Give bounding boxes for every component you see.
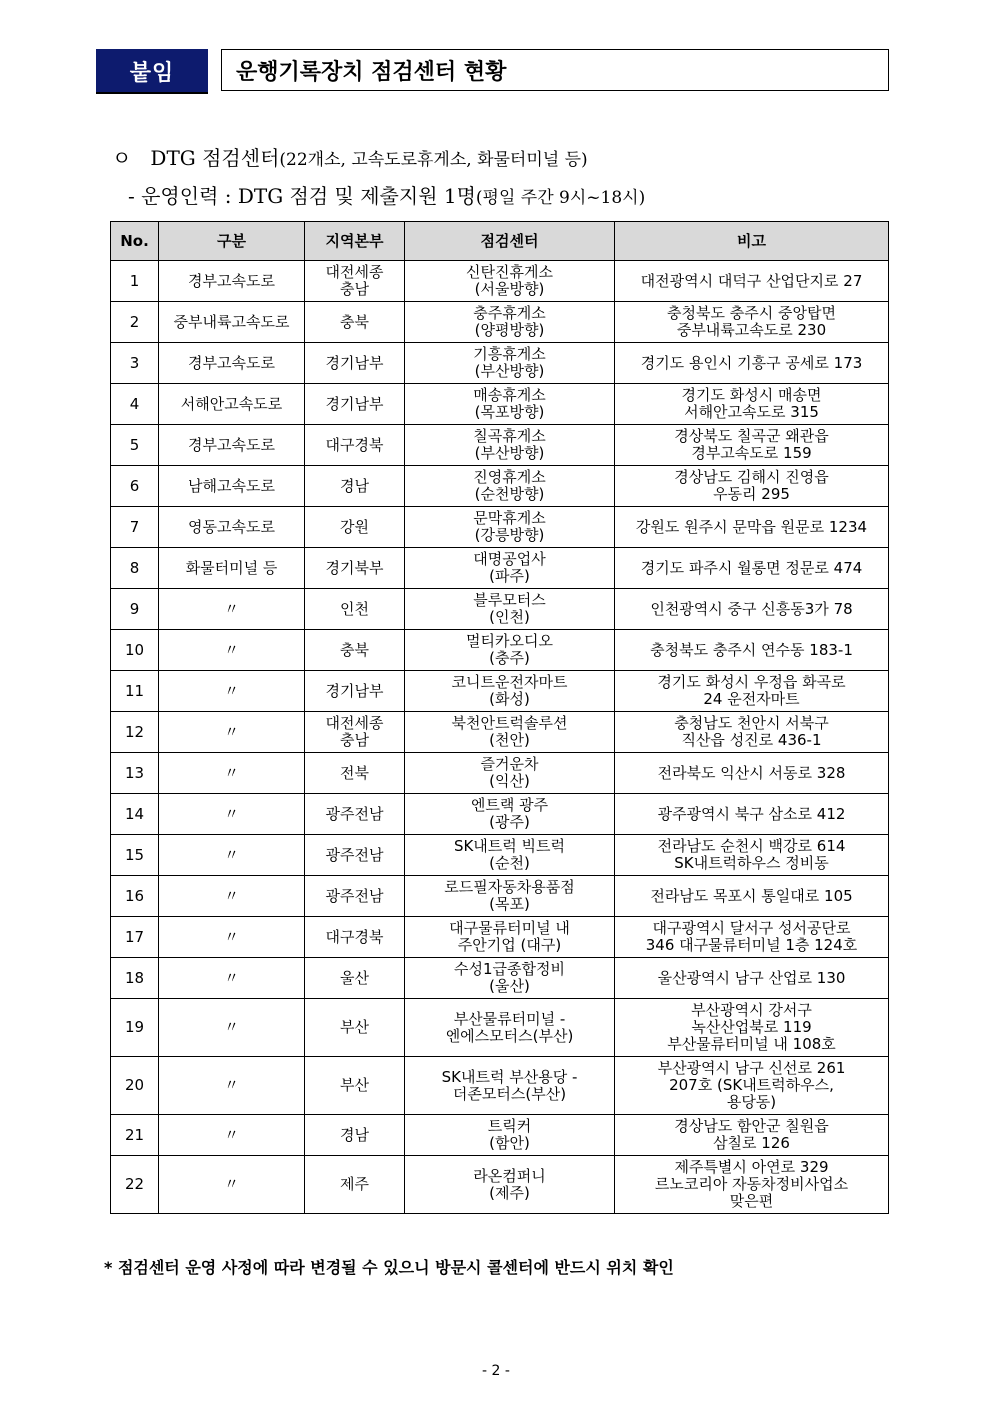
cell-type: 서해안고속도로: [159, 384, 305, 425]
cell-note: 울산광역시 남구 산업로 130: [615, 958, 889, 999]
cell-center: 대명공업사 (파주): [405, 548, 615, 589]
cell-no: 3: [111, 343, 159, 384]
header-center: 점검센터: [405, 222, 615, 261]
cell-note: 경기도 화성시 매송면 서해안고속도로 315: [615, 384, 889, 425]
cell-no: 12: [111, 712, 159, 753]
cell-no: 9: [111, 589, 159, 630]
table-row: [111, 466, 889, 507]
cell-center: 기흥휴게소 (부산방향): [405, 343, 615, 384]
cell-note: 대구광역시 달서구 성서공단로 346 대구물류터미널 1층 124호: [615, 917, 889, 958]
cell-center: 북천안트럭솔루션 (천안): [405, 712, 615, 753]
table-row: [111, 630, 889, 671]
cell-type: 경부고속도로: [159, 425, 305, 466]
cell-type: 중부내륙고속도로: [159, 302, 305, 343]
cell-region: 충북: [305, 630, 405, 671]
header-note: 비고: [615, 222, 889, 261]
cell-type: 〃: [159, 1156, 305, 1214]
table-row: [111, 958, 889, 999]
cell-center: 진영휴게소 (순천방향): [405, 466, 615, 507]
cell-type: 영동고속도로: [159, 507, 305, 548]
cell-region: 경기북부: [305, 548, 405, 589]
cell-type: 〃: [159, 999, 305, 1057]
header-region: 지역본부: [305, 222, 405, 261]
cell-note: 전라남도 목포시 통일대로 105: [615, 876, 889, 917]
cell-note: 경기도 파주시 월롱면 정문로 474: [615, 548, 889, 589]
table-row: [111, 876, 889, 917]
cell-no: 2: [111, 302, 159, 343]
cell-center: 라온컴퍼니 (제주): [405, 1156, 615, 1214]
cell-region: 강원: [305, 507, 405, 548]
cell-type: 〃: [159, 753, 305, 794]
cell-region: 부산: [305, 1057, 405, 1115]
cell-note: 경기도 용인시 기흥구 공세로 173: [615, 343, 889, 384]
cell-no: 13: [111, 753, 159, 794]
cell-region: 부산: [305, 999, 405, 1057]
cell-region: 울산: [305, 958, 405, 999]
cell-no: 5: [111, 425, 159, 466]
cell-no: 22: [111, 1156, 159, 1214]
header-no: No.: [111, 222, 159, 261]
cell-no: 16: [111, 876, 159, 917]
cell-region: 광주전남: [305, 835, 405, 876]
table-row: [111, 302, 889, 343]
header-type: 구분: [159, 222, 305, 261]
attachment-badge: 붙임: [96, 49, 208, 93]
table-row: [111, 794, 889, 835]
cell-note: 충청북도 충주시 연수동 183-1: [615, 630, 889, 671]
cell-type: 〃: [159, 876, 305, 917]
cell-region: 대전세종 충남: [305, 261, 405, 302]
cell-no: 4: [111, 384, 159, 425]
header-rule: [96, 92, 208, 94]
cell-type: 경부고속도로: [159, 343, 305, 384]
cell-note: 경상남도 김해시 진영읍 우동리 295: [615, 466, 889, 507]
intro-line-1: [112, 142, 588, 171]
cell-no: 11: [111, 671, 159, 712]
cell-center: 멀티카오디오 (충주): [405, 630, 615, 671]
cell-center: SK내트럭 빅트럭 (순천): [405, 835, 615, 876]
table-row: [111, 917, 889, 958]
intro-line-2: [128, 180, 645, 209]
inspection-center-table: [110, 221, 889, 1214]
cell-note: 광주광역시 북구 삼소로 412: [615, 794, 889, 835]
cell-region: 제주: [305, 1156, 405, 1214]
table-row: [111, 1156, 889, 1214]
cell-center: 부산물류터미널 - 엔에스모터스(부산): [405, 999, 615, 1057]
cell-region: 충북: [305, 302, 405, 343]
table-row: [111, 1057, 889, 1115]
cell-type: 〃: [159, 630, 305, 671]
cell-note: 경상북도 칠곡군 왜관읍 경부고속도로 159: [615, 425, 889, 466]
table-row: [111, 712, 889, 753]
cell-no: 14: [111, 794, 159, 835]
cell-no: 21: [111, 1115, 159, 1156]
table-row: [111, 589, 889, 630]
cell-region: 경기남부: [305, 671, 405, 712]
cell-note: 전라북도 익산시 서동로 328: [615, 753, 889, 794]
intro-line-1-main: DTG 점검센터: [150, 146, 280, 170]
table-row: [111, 1115, 889, 1156]
cell-center: 신탄진휴게소 (서울방향): [405, 261, 615, 302]
cell-region: 대구경북: [305, 917, 405, 958]
cell-note: 전라남도 순천시 백강로 614 SK내트럭하우스 정비동: [615, 835, 889, 876]
table-row: [111, 425, 889, 466]
document-header: [96, 49, 891, 93]
cell-no: 10: [111, 630, 159, 671]
intro-line-1-detail: (22개소, 고속도로휴게소, 화물터미널 등): [279, 150, 588, 170]
table-row: [111, 548, 889, 589]
table-row: [111, 835, 889, 876]
cell-note: 부산광역시 강서구 녹산산업북로 119 부산물류터미널 내 108호: [615, 999, 889, 1057]
bullet-mark: ㅇ: [112, 146, 132, 170]
cell-note: 인천광역시 중구 신흥동3가 78: [615, 589, 889, 630]
cell-type: 〃: [159, 1057, 305, 1115]
cell-type: 〃: [159, 671, 305, 712]
cell-center: 즐거운차 (익산): [405, 753, 615, 794]
cell-note: 경기도 화성시 우정읍 화곡로 24 운전자마트: [615, 671, 889, 712]
cell-no: 18: [111, 958, 159, 999]
cell-region: 경남: [305, 1115, 405, 1156]
cell-region: 경기남부: [305, 384, 405, 425]
cell-note: 대전광역시 대덕구 산업단지로 27: [615, 261, 889, 302]
cell-center: 로드필자동차용품점 (목포): [405, 876, 615, 917]
cell-note: 충청남도 천안시 서북구 직산읍 성진로 436-1: [615, 712, 889, 753]
table-row: [111, 753, 889, 794]
cell-type: 화물터미널 등: [159, 548, 305, 589]
table-row: [111, 384, 889, 425]
cell-no: 7: [111, 507, 159, 548]
cell-region: 전북: [305, 753, 405, 794]
table-row: [111, 343, 889, 384]
cell-region: 경남: [305, 466, 405, 507]
cell-no: 6: [111, 466, 159, 507]
cell-region: 경기남부: [305, 343, 405, 384]
cell-no: 1: [111, 261, 159, 302]
cell-center: 충주휴게소 (양평방향): [405, 302, 615, 343]
cell-no: 15: [111, 835, 159, 876]
cell-note: 부산광역시 남구 신선로 261 207호 (SK내트럭하우스, 용당동): [615, 1057, 889, 1115]
page-number: - 2 -: [482, 1363, 510, 1379]
cell-center: 트릭커 (함안): [405, 1115, 615, 1156]
cell-note: 제주특별시 아연로 329 르노코리아 자동차정비사업소 맞은편: [615, 1156, 889, 1214]
cell-region: 인천: [305, 589, 405, 630]
table-row: [111, 261, 889, 302]
table-row: [111, 671, 889, 712]
intro-line-2-detail: (평일 주간 9시~18시): [475, 188, 646, 208]
cell-type: 남해고속도로: [159, 466, 305, 507]
cell-region: 대전세종 충남: [305, 712, 405, 753]
cell-center: 코니트운전자마트 (화성): [405, 671, 615, 712]
cell-no: 19: [111, 999, 159, 1057]
cell-center: 대구물류터미널 내 주안기업 (대구): [405, 917, 615, 958]
table-row: [111, 999, 889, 1057]
intro-line-2-main: - 운영인력 : DTG 점검 및 제출지원 1명: [128, 184, 476, 208]
cell-note: 강원도 원주시 문막읍 원문로 1234: [615, 507, 889, 548]
cell-center: SK내트럭 부산용당 - 더존모터스(부산): [405, 1057, 615, 1115]
cell-note: 충청북도 충주시 중앙탑면 중부내륙고속도로 230: [615, 302, 889, 343]
cell-region: 광주전남: [305, 794, 405, 835]
cell-type: 〃: [159, 917, 305, 958]
cell-note: 경상남도 함안군 칠원읍 삼칠로 126: [615, 1115, 889, 1156]
cell-region: 광주전남: [305, 876, 405, 917]
cell-center: 블루모터스 (인천): [405, 589, 615, 630]
cell-type: 〃: [159, 1115, 305, 1156]
cell-center: 칠곡휴게소 (부산방향): [405, 425, 615, 466]
cell-type: 〃: [159, 589, 305, 630]
footnote: * 점검센터 운영 사정에 따라 변경될 수 있으니 방문시 콜센터에 반드시 위치 확인: [104, 1258, 674, 1277]
cell-type: 〃: [159, 712, 305, 753]
table-header-row: [111, 222, 889, 261]
cell-type: 경부고속도로: [159, 261, 305, 302]
cell-no: 20: [111, 1057, 159, 1115]
cell-center: 매송휴게소 (목포방향): [405, 384, 615, 425]
cell-center: 문막휴게소 (강릉방향): [405, 507, 615, 548]
cell-region: 대구경북: [305, 425, 405, 466]
cell-no: 17: [111, 917, 159, 958]
table-row: [111, 507, 889, 548]
cell-no: 8: [111, 548, 159, 589]
cell-type: 〃: [159, 835, 305, 876]
cell-type: 〃: [159, 794, 305, 835]
cell-type: 〃: [159, 958, 305, 999]
page-title: 운행기록장치 점검센터 현황: [221, 49, 889, 91]
cell-center: 엔트랙 광주 (광주): [405, 794, 615, 835]
cell-center: 수성1급종합정비 (울산): [405, 958, 615, 999]
